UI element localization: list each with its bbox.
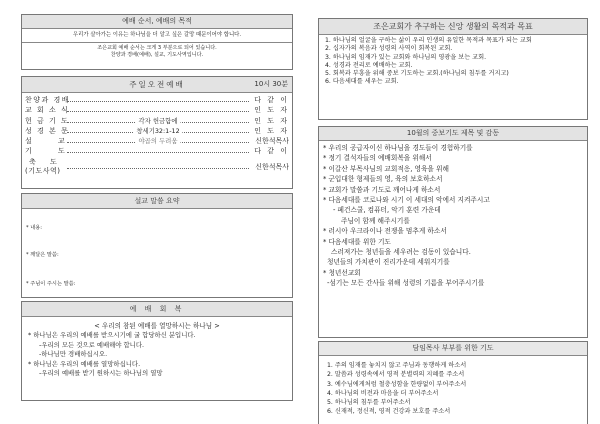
worship-row	[22, 116, 292, 126]
blessing-label	[25, 157, 63, 177]
worship-row	[22, 136, 292, 146]
restoration-line: * 하나님은 우리의 예배를 받으시기에 굴 합당하신 분입니다.	[28, 331, 196, 339]
worship-order-header	[22, 77, 292, 93]
prayer-line: * 다음세대를 코로나와 시기 이 세대의 악에서 지켜주시고	[323, 196, 490, 205]
worship-row-label: 성 경 본 문	[25, 126, 70, 135]
prayer-line: * 교회가 말씀과 기도로 깨어나게 하소서	[323, 185, 441, 194]
worship-row	[22, 146, 292, 156]
restoration-line: -우리의 예배를 받기 원하시는 하나님의 열망	[39, 369, 163, 378]
prayer-line: - 페건스쿨, 컴퓨터, 악기 훈련 가운데	[333, 206, 441, 215]
prayer-line: -섬기는 모든 간사들 위해 성령의 기름을 부어주시기를	[327, 279, 485, 288]
restoration-line: -우리의 모든 것으로 예배해야 합니다.	[39, 340, 145, 349]
worship-row-label: 헌 금 기 도	[25, 116, 70, 125]
prayer-line: 스러져가는 청년들을 세우려는 검동이 있습니다.	[331, 248, 471, 257]
worship-row-leader: 인 도 자	[254, 126, 289, 135]
purpose-order-line2: 찬양과 경배(예배), 설교, 기도사역입니다.	[110, 52, 204, 58]
sermon-note-content: * 내용:	[26, 225, 43, 231]
prayer-topics-box	[318, 126, 588, 338]
purpose-order-line1: 조은교회 예배 순서는 크게 3 부분으로 되어 있습니다.	[97, 45, 217, 51]
worship-row-detail: 각자 헌금함에	[135, 116, 180, 126]
worship-row-leader: 인 도 자	[254, 106, 289, 115]
prayer-line: * 우리의 공급자이신 하나님을 경도들이 경험하기를	[323, 144, 473, 152]
goal-item: 5. 회복과 부흥을 위해 중보 기도하는 교회.(하나님의 침두를 거지고)	[325, 70, 509, 78]
sermon-summary-box	[21, 193, 293, 298]
sermon-summary-title: 설교 말씀 요약	[22, 194, 292, 209]
pastor-prayer-item: 1. 주의 임재를 놓치지 않고 주님과 동행하게 하소서	[327, 362, 467, 369]
prayer-line: 주님이 함께 해주시기를	[341, 216, 410, 225]
worship-row-blessing	[22, 157, 292, 177]
goal-item: 6. 다음세대를 세우는 교회.	[325, 78, 399, 86]
pastor-prayer-item: 3. 예수님에게처럼 철충성함을 한량없이 부어주소서	[327, 380, 467, 388]
worship-row-label: 기 도	[25, 147, 77, 156]
blessing-label-main: 축 도	[29, 157, 63, 166]
church-goals-list	[319, 35, 587, 89]
prayer-line: 청년들의 가치관이 진리가운데 세워지기를	[327, 258, 450, 267]
prayer-topics-list	[319, 141, 587, 291]
sermon-note-word: * 주님이 주시는 말씀:	[26, 281, 76, 287]
goal-item: 3. 하나님의 임재가 있는 교회와 하나님의 영광을 보는 교회.	[325, 53, 487, 61]
restoration-line: * 하나님은 우리의 예배를 열망하십니다.	[28, 359, 141, 368]
pastor-prayer-item: 5. 하나님의 침두를 부어주소서	[327, 399, 411, 407]
worship-row-detail: 야곱의 두려움	[135, 136, 180, 146]
prayer-line: * 청년선교회	[323, 268, 361, 277]
worship-row-leader: 다 같 이	[254, 96, 289, 104]
worship-row-label: 설 교	[25, 137, 77, 146]
worship-row	[22, 105, 292, 115]
pastor-prayer-item: 2. 말씀과 성령속에서 영적 분별력의 지혜를 주소서	[327, 371, 465, 379]
prayer-topics-title: 10월의 중보기도 제목 및 감동	[319, 127, 587, 141]
goal-item: 1. 하나님의 얼굴을 구하는 삶이 우리 인생의 유일한 목적과 목표가 되는 교회	[325, 37, 532, 44]
blessing-label-sub: (기도사역)	[25, 166, 61, 175]
restoration-line: -하나님만 경배하십시오.	[39, 350, 108, 359]
worship-purpose-title: 예배 순서, 예배의 목적	[22, 15, 292, 29]
prayer-line: * 러시아 우크라이나 전쟁을 멈추게 하소서	[323, 227, 447, 236]
prayer-line: * 다음세대를 위한 기도	[323, 237, 391, 246]
purpose-statement: 우리가 살아가는 이유는 하나님을 더 알고 싶은 갈망 때문이어야 합니다.	[22, 29, 292, 43]
church-goals-title: 조은교회가 추구하는 신앙 생활의 목적과 목표	[319, 19, 587, 35]
worship-restoration-box	[21, 301, 293, 401]
worship-row-detail: 창세기32:1-12	[133, 126, 182, 136]
worship-row-label: 찬양과 경배	[25, 96, 71, 104]
prayer-line: * 이갈산 부목사님의 교회적응, 영육을 위해	[323, 164, 449, 173]
pastor-prayer-title: 담임목사 부부를 위한 기도	[319, 342, 587, 356]
worship-time: 10시 30분	[254, 80, 288, 88]
prayer-line: * 군입대한 형제들의 영, 육의 보호하소서	[323, 175, 443, 184]
worship-row	[22, 126, 292, 136]
worship-restoration-subtitle: < 우리의 참된 예배를 열망하시는 하나님 >	[94, 322, 220, 330]
worship-row-leader: 인 도 자	[254, 116, 289, 125]
pastor-prayer-item: 6. 신재적, 정신적, 영적 건강과 보호를 주소서	[327, 408, 451, 416]
goal-item: 2. 십자가의 복음과 성령의 사역이 회복된 교회.	[325, 45, 453, 53]
blessing-leader: 신한석목사	[255, 162, 289, 171]
sermon-note-insight: * 깨달은 말씀:	[26, 252, 59, 258]
worship-purpose-box	[21, 14, 293, 70]
prayer-line: * 정기 결석자들의 예배회복을 위해서	[323, 154, 432, 163]
worship-order-title: 주일오전예배	[129, 80, 185, 89]
pastor-prayer-list	[319, 356, 587, 422]
church-goals-box	[318, 18, 588, 120]
worship-restoration-title: 예 배 회 복	[22, 302, 292, 317]
worship-row-leader: 신한석목사	[255, 137, 289, 146]
goal-item: 4. 성경과 전리로 예배하는 교회.	[325, 61, 413, 69]
worship-order-box	[21, 76, 293, 189]
worship-row-leader: 다 같 이	[254, 147, 289, 156]
worship-row	[22, 95, 292, 105]
pastor-prayer-box	[318, 341, 588, 424]
purpose-order-note	[22, 43, 292, 59]
worship-row-label: 교 회 소 식	[25, 106, 70, 115]
pastor-prayer-item: 4. 하나님의 비전과 마음을 더 부어주소서	[327, 389, 439, 397]
